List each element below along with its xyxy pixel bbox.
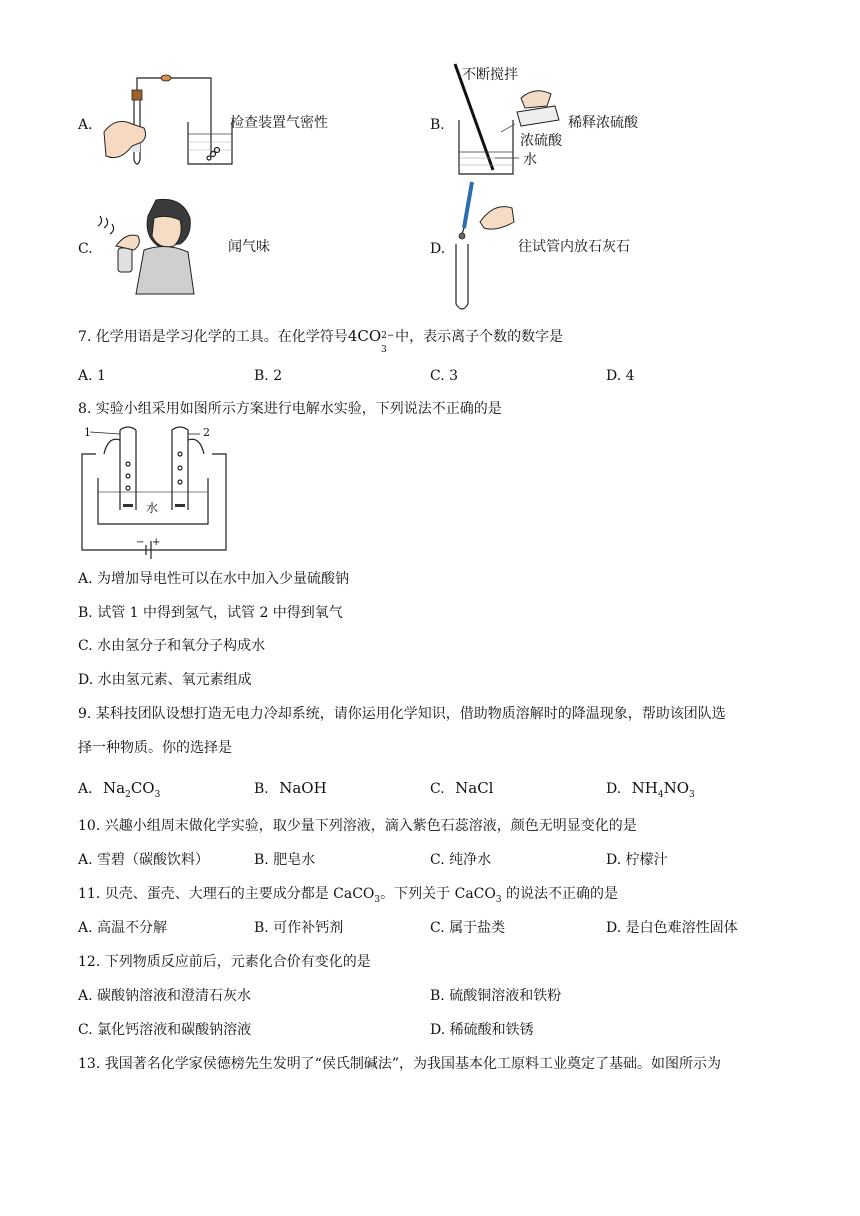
q10-option-d[interactable]: D. 柠檬汁	[606, 852, 668, 868]
q6-option-c-letter: C.	[78, 241, 93, 257]
q10-option-b[interactable]: B. 肥皂水	[254, 852, 316, 868]
q6-option-a-letter: A.	[78, 117, 93, 133]
q11-option-c[interactable]: C. 属于盐类	[430, 920, 506, 936]
minus-label: −	[136, 537, 145, 548]
q9-stem-line2: 择一种物质。你的选择是	[78, 740, 232, 756]
q10-option-c[interactable]: C. 纯净水	[430, 852, 492, 868]
q12-option-c[interactable]: C. 氯化钙溶液和碳酸钠溶液	[78, 1022, 252, 1038]
q13-stem: 13. 我国著名化学家侯德榜先生发明了“侯氏制碱法”，为我国基本化工原料工业奠定了基础。如图所示为	[78, 1056, 722, 1072]
q8-option-d[interactable]: D. 水由氢元素、氧元素组成	[78, 672, 252, 688]
q6-option-b-letter: B.	[430, 117, 445, 133]
q11-option-a[interactable]: A. 高温不分解	[78, 920, 168, 936]
tube-1-label: 1	[84, 426, 91, 439]
q12-option-b[interactable]: B. 硫酸铜溶液和铁粉	[430, 988, 562, 1004]
q12-option-a[interactable]: A. 碳酸钠溶液和澄清石灰水	[78, 988, 252, 1004]
q7-option-d[interactable]: D. 4	[606, 368, 635, 384]
q11-stem: 11. 贝壳、蛋壳、大理石的主要成分都是 CaCO$_3$。下列关于 CaCO$_3$ 的说法不正确的是	[78, 886, 619, 905]
q7-stem	[78, 327, 564, 355]
test-tube-figure	[450, 178, 520, 314]
acid-label: 浓硫酸	[520, 133, 562, 149]
q9-option-c[interactable]: C. NaCl	[430, 779, 494, 797]
q7-stem-pre: 7. 化学用语是学习化学的工具。在化学符号	[78, 329, 348, 345]
q6-option-a-caption: 检查装置气密性	[230, 115, 328, 131]
q7-option-a[interactable]: A. 1	[78, 368, 106, 384]
q7-stem-post: 中，表示离子个数的数字是	[395, 329, 564, 345]
q7-option-b[interactable]: B. 2	[254, 368, 283, 384]
q9-stem-line1: 9. 某科技团队设想打造无电力冷却系统，请你运用化学知识，借助物质溶解时的降温现象，帮助该团队选	[78, 706, 726, 722]
q7-option-c[interactable]: C. 3	[430, 368, 459, 384]
q9-option-d[interactable]: D. $NH_4NO_3$	[606, 779, 695, 800]
plus-label: +	[152, 537, 161, 548]
q11-option-d[interactable]: D. 是白色难溶性固体	[606, 920, 738, 936]
q6-option-b-caption: 稀释浓硫酸	[568, 115, 638, 131]
q9-option-a[interactable]: A. $Na_2CO_3$	[78, 779, 161, 800]
q9-option-b[interactable]: B. NaOH	[254, 779, 327, 797]
tube-2-label: 2	[203, 426, 210, 439]
q6-option-d-caption: 往试管内放石灰石	[518, 239, 630, 255]
q10-stem: 10. 兴趣小组周末做化学实验，取少量下列溶液，滴入紫色石蕊溶液，颜色无明显变化的是	[78, 818, 637, 834]
stir-label: 不断搅拌	[462, 67, 518, 83]
q12-option-d[interactable]: D. 稀硫酸和铁锈	[430, 1022, 534, 1038]
q8-option-a[interactable]: A. 为增加导电性可以在水中加入少量硫酸钠	[78, 571, 350, 587]
q6-option-c-caption: 闻气味	[228, 239, 270, 255]
q7-symbol: 4CO 2− 3	[347, 327, 395, 355]
airtightness-check-figure	[96, 72, 236, 172]
smell-figure	[96, 196, 206, 296]
q12-stem: 12. 下列物质反应前后，元素化合价有变化的是	[78, 954, 371, 970]
q8-option-b[interactable]: B. 试管 1 中得到氢气，试管 2 中得到氧气	[78, 605, 343, 621]
water-label: 水	[523, 152, 537, 168]
q11-option-b[interactable]: B. 可作补钙剂	[254, 920, 344, 936]
q6-option-d-letter: D.	[430, 241, 446, 257]
q10-option-a[interactable]: A. 雪碧（碳酸饮料）	[78, 852, 210, 868]
water-label: 水	[146, 501, 159, 515]
q8-option-c[interactable]: C. 水由氢分子和氧分子构成水	[78, 638, 266, 654]
q8-stem: 8. 实验小组采用如图所示方案进行电解水实验，下列说法不正确的是	[78, 401, 502, 417]
